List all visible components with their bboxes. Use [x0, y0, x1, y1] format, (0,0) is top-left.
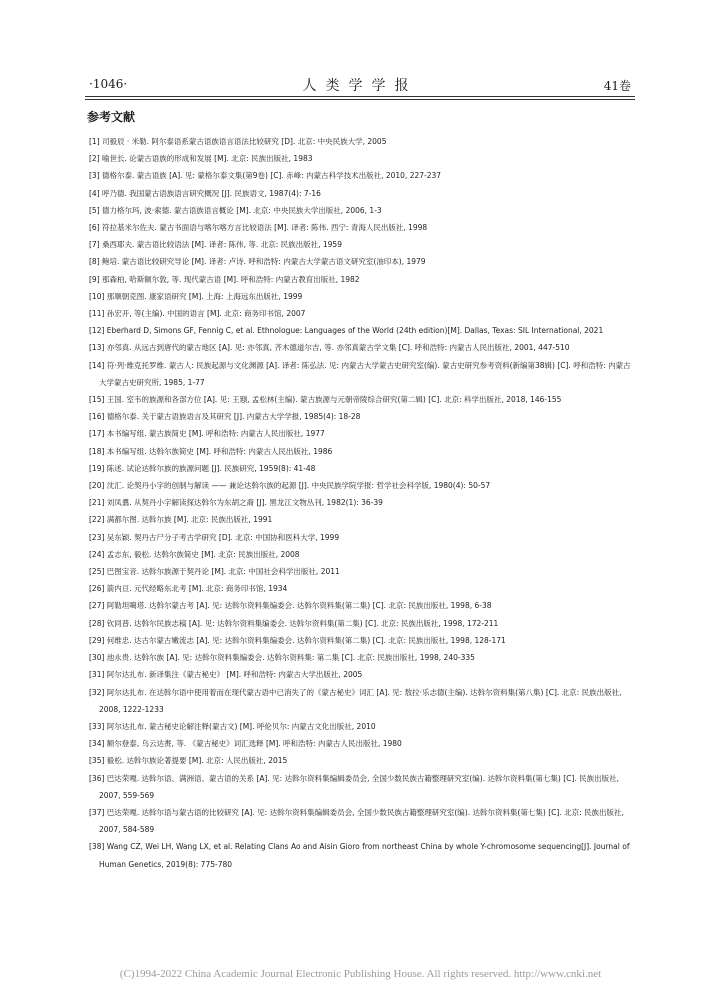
reference-item: [5] 德力格尔玛, 波·索德. 蒙古语族语言概论 [M]. 北京: 中央民族大学出版社, 2006, 1-3 — [89, 205, 382, 215]
reference-item: [14] 符·列·维克托罗维. 蒙古人: 民族起源与文化渊源 [A]. 译者: 陈弘法. 见: 内蒙古大学蒙古史研究室(编). 蒙古史研究参考资料(新编第38辑) [C]. 呼和浩特: 内蒙古大学蒙古史研究所, 1985, 1-77 — [89, 360, 631, 387]
reference-item: [31] 阿尔达扎布. 新译集注《蒙古秘史》 [M]. 呼和浩特: 内蒙古大学出版社, 2005 — [89, 670, 363, 680]
reference-item: [34] 额尔登泰, 乌云达赉, 等. 《蒙古秘史》词汇选释 [M]. 呼和浩特: 内蒙古人民出版社, 1980 — [89, 739, 402, 749]
reference-item: [13] 亦邻真. 从远古到唐代的蒙古地区 [A]. 见: 亦邻真, 齐木德道尔吉, 等. 亦邻真蒙古学文集 [C]. 呼和浩特: 内蒙古人民出版社, 2001, 447-510 — [89, 343, 570, 353]
reference-item: [26] 箭内亘. 元代经略东北考 [M]. 北京: 商务印书馆, 1934 — [89, 584, 288, 594]
references-heading: 参考文献 — [87, 110, 136, 124]
header-rule-inner — [85, 99, 635, 100]
running-header — [85, 74, 635, 96]
reference-item: [21] 刘凤翥. 从契丹小字解读探达斡尔为东胡之裔 [J]. 黑龙江文物丛刊, 1982(1): 36-39 — [89, 498, 383, 508]
reference-item: [8] 鲍培. 蒙古语比较研究导论 [M]. 译者: 卢诗. 呼和浩特: 内蒙古大学蒙古语文研究室(油印本), 1979 — [89, 257, 426, 267]
page-number: ·1046· — [89, 77, 128, 91]
reference-item: [28] 钦同普. 达斡尔民族志稿 [A]. 见: 达斡尔资料集编委会. 达斡尔资料集(第二集) [C]. 北京: 民族出版社, 1998, 172-211 — [89, 618, 499, 628]
reference-item: [12] Eberhard D, Simons GF, Fennig C, et al. Ethnologue: Languages of the World (24th edition)[M]. Dallas, Texas: SIL International, 2021 — [89, 326, 604, 336]
reference-item: [2] 喻世长. 论蒙古语族的形成和发展 [M]. 北京: 民族出版社, 1983 — [89, 154, 313, 164]
reference-item: [3] 德格尔泰. 蒙古语族 [A]. 见: 蒙格尔泰文集(第9卷) [C]. 赤峰: 内蒙古科学技术出版社, 2010, 227-237 — [89, 171, 442, 181]
reference-item: [23] 吴东颖. 契丹古尸分子考古学研究 [D]. 北京: 中国协和医科大学, 1999 — [89, 532, 340, 542]
reference-item: [7] 桑西耶夫. 蒙古语比较语法 [M]. 译者: 陈伟, 等. 北京: 民族出版社, 1959 — [89, 240, 342, 250]
reference-item: [9] 那森柏, 哈斯额尔敦, 等. 现代蒙古语 [M]. 呼和浩特: 内蒙古教育出版社, 1982 — [89, 274, 360, 284]
reference-item: [16] 德格尔泰. 关于蒙古语族语言及其研究 [J]. 内蒙古大学学报, 1985(4): 18-28 — [89, 412, 361, 422]
reference-item: [15] 王国. 室韦的族源和各部方位 [A]. 见: 王颋, 孟松林(主编). 蒙古族源与元朝帝陵综合研究(第二辑) [C]. 北京: 科学出版社, 2018, 146-155 — [89, 395, 562, 405]
reference-list — [89, 133, 635, 873]
header-rule — [85, 96, 635, 97]
reference-item: [33] 阿尔达扎布. 蒙古秘史论解注释(蒙古文) [M]. 呼伦贝尔: 内蒙古文化出版社, 2010 — [89, 721, 376, 731]
reference-item: [6] 符拉基米尔佐夫. 蒙古书面语与喀尔喀方言比较语法 [M]. 译者: 陈伟. 西宁: 青海人民出版社, 1998 — [89, 223, 428, 233]
reference-item: [1] 司毅辰 · 米勒. 阿尔泰语系蒙古语族语言语法比较研究 [D]. 北京: 中央民族大学, 2005 — [89, 137, 387, 146]
reference-item: [22] 满都尔图. 达斡尔族 [M]. 北京: 民族出版社, 1991 — [89, 515, 273, 525]
journal-title: 人类学学报 — [302, 78, 418, 94]
reference-item: [29] 何维忠. 达古尔蒙古嫩流志 [A]. 见: 达斡尔资料集编委会. 达斡尔资料集(第二集) [C]. 北京: 民族出版社, 1998, 128-171 — [89, 635, 506, 645]
volume-label: 41卷 — [603, 79, 631, 93]
reference-item: [19] 陈述. 试论达斡尔族的族源问题 [J]. 民族研究, 1959(8): 41-48 — [89, 463, 316, 473]
copyright-footer: (C)1994-2022 China Academic Journal Electronic Publishing House. All rights reserved. http://www.cnki.net — [119, 968, 602, 980]
reference-item: [27] 阿勒坦噶塔. 达斡尔蒙古考 [A]. 见: 达斡尔资料集编委会. 达斡尔资料集(第二集) [C]. 北京: 民族出版社, 1998, 6-38 — [89, 601, 492, 611]
reference-item: [25] 巴图宝音. 达斡尔族源于契丹论 [M]. 北京: 中国社会科学出版社, 2011 — [89, 567, 340, 577]
reference-item: [10] 那顺朝克图. 康家语研究 [M]. 上海: 上海远东出版社, 1999 — [89, 291, 303, 301]
reference-item: [32] 阿尔达扎布. 在达斡尔语中使用着而在现代蒙古语中已消失了的《蒙古秘史》词汇 [A]. 见: 敖拉·乐志德(主编). 达斡尔资料集(第八集) [C]. 北京: 民族出版社, 2008, 1222-1233 — [89, 687, 622, 714]
reference-item: [35] 毅松. 达斡尔族论著提要 [M]. 北京: 人民出版社, 2015 — [89, 756, 288, 766]
reference-item: [38] Wang CZ, Wei LH, Wang LX, et al. Relating Clans Ao and Aisin Gioro from northeast China by whole Y-chromosome sequencing[J]. Journal of Human Genetics, 2019(8): 775-780 — [89, 842, 630, 869]
reference-item: [24] 孟志东, 毅松. 达斡尔族简史 [M]. 北京: 民族出版社, 2008 — [89, 549, 300, 559]
reference-item: [36] 巴达荣嘎. 达斡尔语、满洲语、蒙古语的关系 [A]. 见: 达斡尔资料集编辑委员会, 全国少数民族古籍整理研究室(编). 达斡尔资料集(第七集) [C]. 民族出版社, 2007, 559-569 — [89, 773, 619, 800]
reference-item: [30] 池永贵. 达斡尔族 [A]. 见: 达斡尔资料集编委会. 达斡尔资料集: 第二集 [C]. 北京: 民族出版社, 1998, 240-335 — [89, 653, 475, 663]
reference-item: [17] 本书编写组. 蒙古族简史 [M]. 呼和浩特: 内蒙古人民出版社, 1977 — [89, 429, 325, 439]
reference-item: [11] 孙宏开, 等(主编). 中国的语言 [M]. 北京: 商务印书馆, 2007 — [89, 309, 306, 319]
reference-item: [20] 沈汇. 论契丹小字的创制与解读 —— 兼论达斡尔族的起源 [J]. 中央民族学院学报: 哲学社会科学版, 1980(4): 50-57 — [89, 481, 491, 491]
reference-item: [18] 本书编写组. 达斡尔族简史 [M]. 呼和浩特: 内蒙古人民出版社, 1986 — [89, 446, 333, 456]
reference-item: [4] 呼乃德. 我国蒙古语族语言研究概况 [J]. 民族语文, 1987(4): 7-16 — [89, 188, 321, 198]
reference-item: [37] 巴达荣嘎. 达斡尔语与蒙古语的比较研究 [A]. 见: 达斡尔资料集编辑委员会, 全国少数民族古籍整理研究室(编). 达斡尔资料集(第七集) [C]. 北京: 民族出版社, 2007, 584-589 — [89, 807, 624, 835]
